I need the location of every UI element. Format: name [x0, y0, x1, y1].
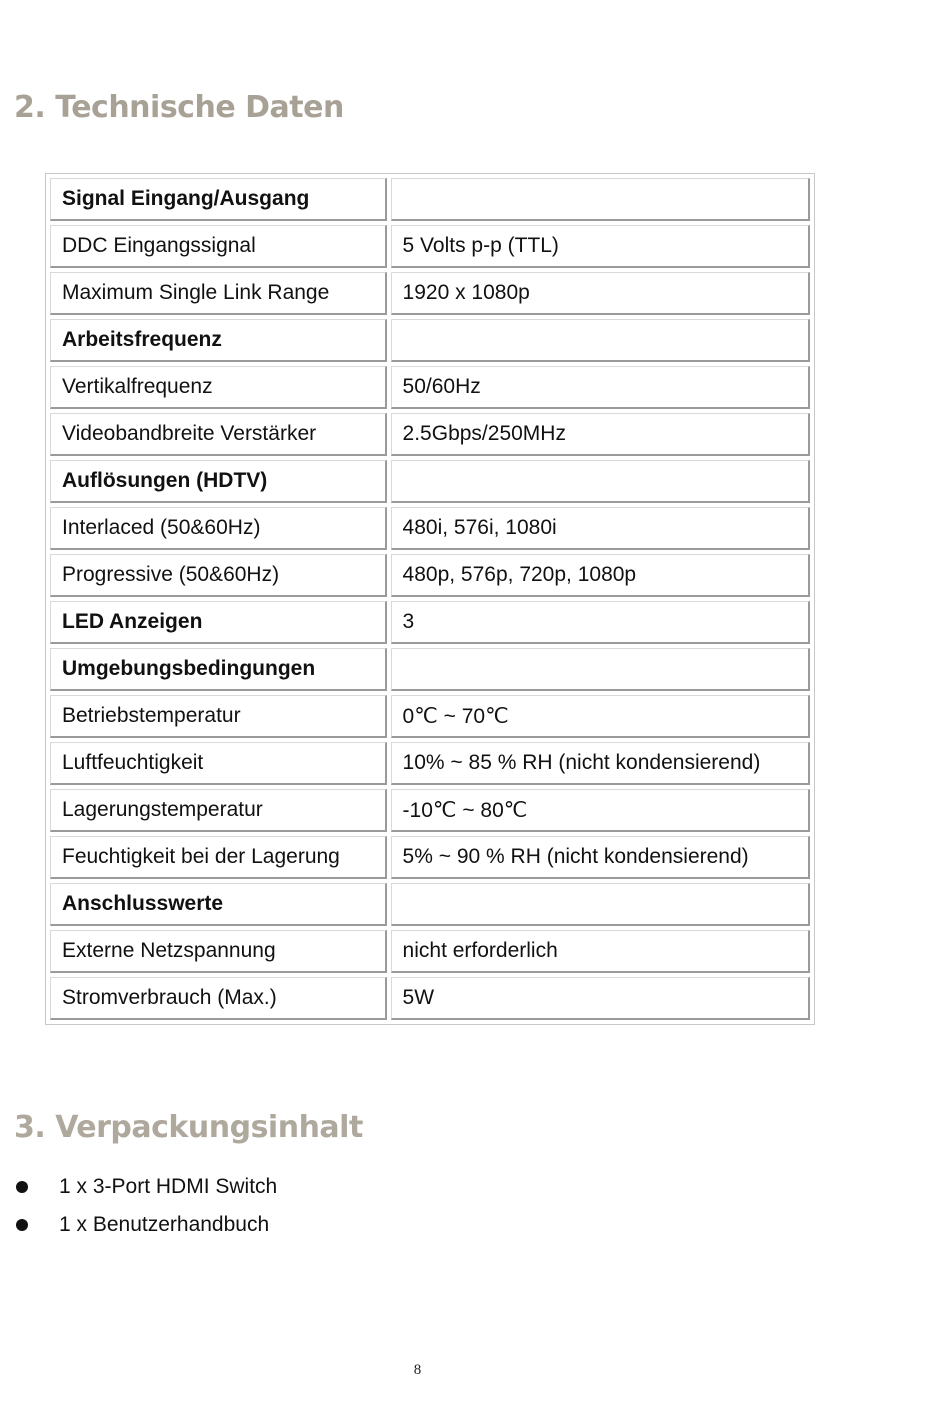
table-row	[50, 883, 810, 926]
spec-label: Lagerungstemperatur	[50, 789, 387, 832]
spec-value: 480p, 576p, 720p, 1080p	[391, 554, 810, 597]
spec-section-label: Signal Eingang/Ausgang	[50, 178, 387, 221]
table-row	[50, 178, 810, 221]
spec-value: 50/60Hz	[391, 366, 810, 409]
spec-label: Videobandbreite Verstärker	[50, 413, 387, 456]
table-row	[50, 225, 810, 268]
list-item	[14, 1168, 277, 1206]
table-row	[50, 601, 810, 644]
spec-value: 0℃ ~ 70℃	[391, 695, 810, 738]
spec-value: 5% ~ 90 % RH (nicht kondensierend)	[391, 836, 810, 879]
table-row	[50, 366, 810, 409]
table-row	[50, 930, 810, 973]
spec-value: -10℃ ~ 80℃	[391, 789, 810, 832]
table-row	[50, 507, 810, 550]
table-row	[50, 836, 810, 879]
spec-label: Luftfeuchtigkeit	[50, 742, 387, 785]
bullet-icon	[16, 1181, 28, 1193]
spec-value: 5W	[391, 977, 810, 1020]
spec-label: Vertikalfrequenz	[50, 366, 387, 409]
bullet-icon	[16, 1219, 28, 1231]
table-row	[50, 742, 810, 785]
spec-label: Maximum Single Link Range	[50, 272, 387, 315]
spec-value: 5 Volts p-p (TTL)	[391, 225, 810, 268]
table-row	[50, 695, 810, 738]
spec-value: 480i, 576i, 1080i	[391, 507, 810, 550]
list-item-text: 1 x 3-Port HDMI Switch	[59, 1175, 278, 1198]
spec-value: 2.5Gbps/250MHz	[391, 413, 810, 456]
table-row	[50, 977, 810, 1020]
table-row	[50, 272, 810, 315]
section-title-package-contents: 3. Verpackungsinhalt	[14, 1110, 363, 1145]
spec-label: Progressive (50&60Hz)	[50, 554, 387, 597]
spec-label: Betriebstemperatur	[50, 695, 387, 738]
spec-label: Externe Netzspannung	[50, 930, 387, 973]
spec-label: DDC Eingangssignal	[50, 225, 387, 268]
spec-section-label: Anschlusswerte	[50, 883, 387, 926]
spec-label: Stromverbrauch (Max.)	[50, 977, 387, 1020]
list-item-text: 1 x Benutzerhandbuch	[59, 1213, 270, 1236]
spec-value: 1920 x 1080p	[391, 272, 810, 315]
spec-value: 10% ~ 85 % RH (nicht kondensierend)	[391, 742, 810, 785]
spec-section-label: Arbeitsfrequenz	[50, 319, 387, 362]
table-row	[50, 554, 810, 597]
spec-value	[391, 319, 810, 362]
table-row	[50, 413, 810, 456]
spec-table	[45, 173, 815, 1025]
section-title-technical-data: 2. Technische Daten	[14, 90, 344, 125]
spec-section-label: Auflösungen (HDTV)	[50, 460, 387, 503]
spec-value	[391, 178, 810, 221]
spec-section-label: LED Anzeigen	[50, 601, 387, 644]
spec-section-label: Umgebungsbedingungen	[50, 648, 387, 691]
list-item	[14, 1206, 277, 1244]
page-number: 8	[413, 1362, 422, 1378]
spec-value: nicht erforderlich	[391, 930, 810, 973]
spec-label: Feuchtigkeit bei der Lagerung	[50, 836, 387, 879]
spec-label: Interlaced (50&60Hz)	[50, 507, 387, 550]
table-row	[50, 789, 810, 832]
spec-value: 3	[391, 601, 810, 644]
table-row	[50, 648, 810, 691]
package-contents-list	[14, 1168, 277, 1244]
table-row	[50, 460, 810, 503]
spec-value	[391, 883, 810, 926]
table-row	[50, 319, 810, 362]
spec-value	[391, 648, 810, 691]
spec-value	[391, 460, 810, 503]
